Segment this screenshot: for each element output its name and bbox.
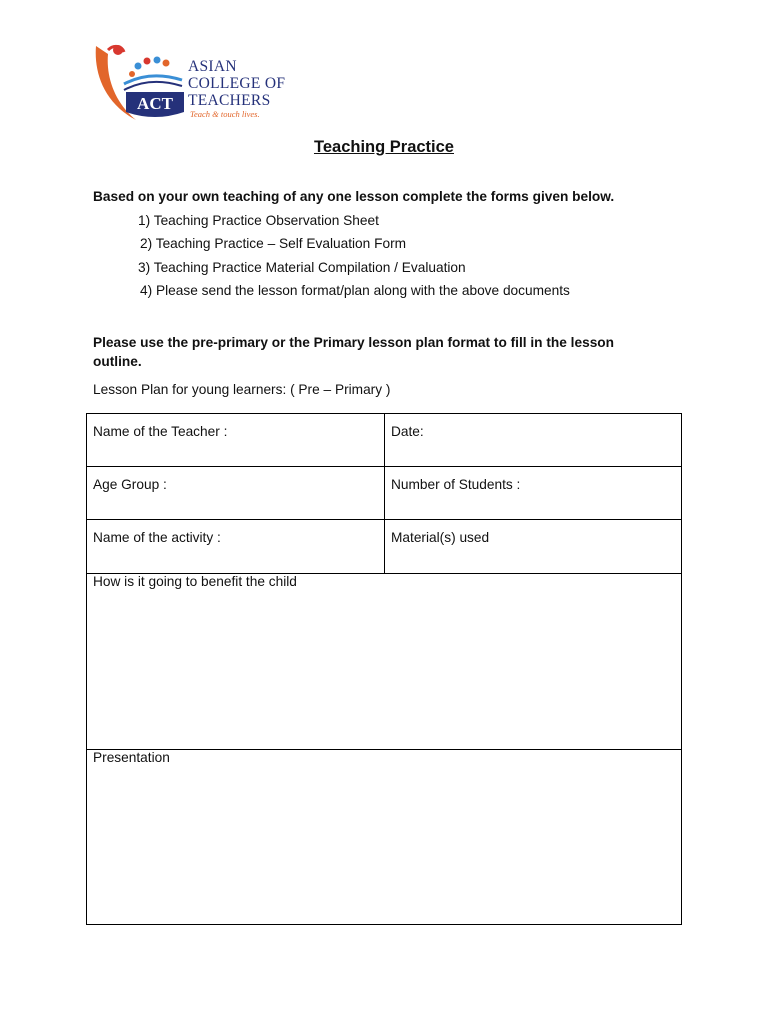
svg-text:ACT: ACT: [137, 94, 173, 113]
logo-tagline: Teach & touch lives.: [190, 109, 260, 119]
logo-line-2: COLLEGE OF: [188, 75, 286, 92]
age-group-field[interactable]: Age Group :: [86, 466, 385, 520]
list-item: 3) Teaching Practice Material Compilation / Evaluation: [138, 259, 466, 275]
activity-name-field[interactable]: Name of the activity :: [86, 519, 385, 574]
logo-line-3: TEACHERS: [188, 92, 271, 109]
logo-wordmark: [188, 58, 285, 109]
act-emblem-icon: [92, 40, 192, 126]
logo-line-1: ASIAN: [188, 58, 237, 75]
page-title: Teaching Practice: [313, 138, 454, 156]
presentation-field[interactable]: Presentation: [86, 749, 682, 925]
format-note: Please use the pre-primary or the Primary lesson plan format to fill in the lesson outline.: [93, 335, 615, 369]
intro-text: Based on your own teaching of any one lesson complete the forms given below.: [93, 189, 615, 204]
teacher-name-field[interactable]: Name of the Teacher :: [86, 413, 385, 467]
benefit-field[interactable]: How is it going to benefit the child: [86, 573, 682, 750]
college-logo: [92, 40, 302, 126]
list-item: 2) Teaching Practice – Self Evaluation Form: [140, 236, 407, 252]
number-of-students-field[interactable]: Number of Students :: [384, 466, 682, 520]
date-field[interactable]: Date:: [384, 413, 682, 467]
list-item: 1) Teaching Practice Observation Sheet: [138, 213, 379, 228]
lesson-plan-label: Lesson Plan for young learners: ( Pre – Primary ): [93, 382, 391, 397]
lesson-plan-form: [86, 413, 682, 925]
forms-list: [138, 211, 570, 304]
materials-used-field[interactable]: Material(s) used: [384, 519, 682, 574]
list-item: 4) Please send the lesson format/plan along with the above documents: [140, 282, 570, 298]
